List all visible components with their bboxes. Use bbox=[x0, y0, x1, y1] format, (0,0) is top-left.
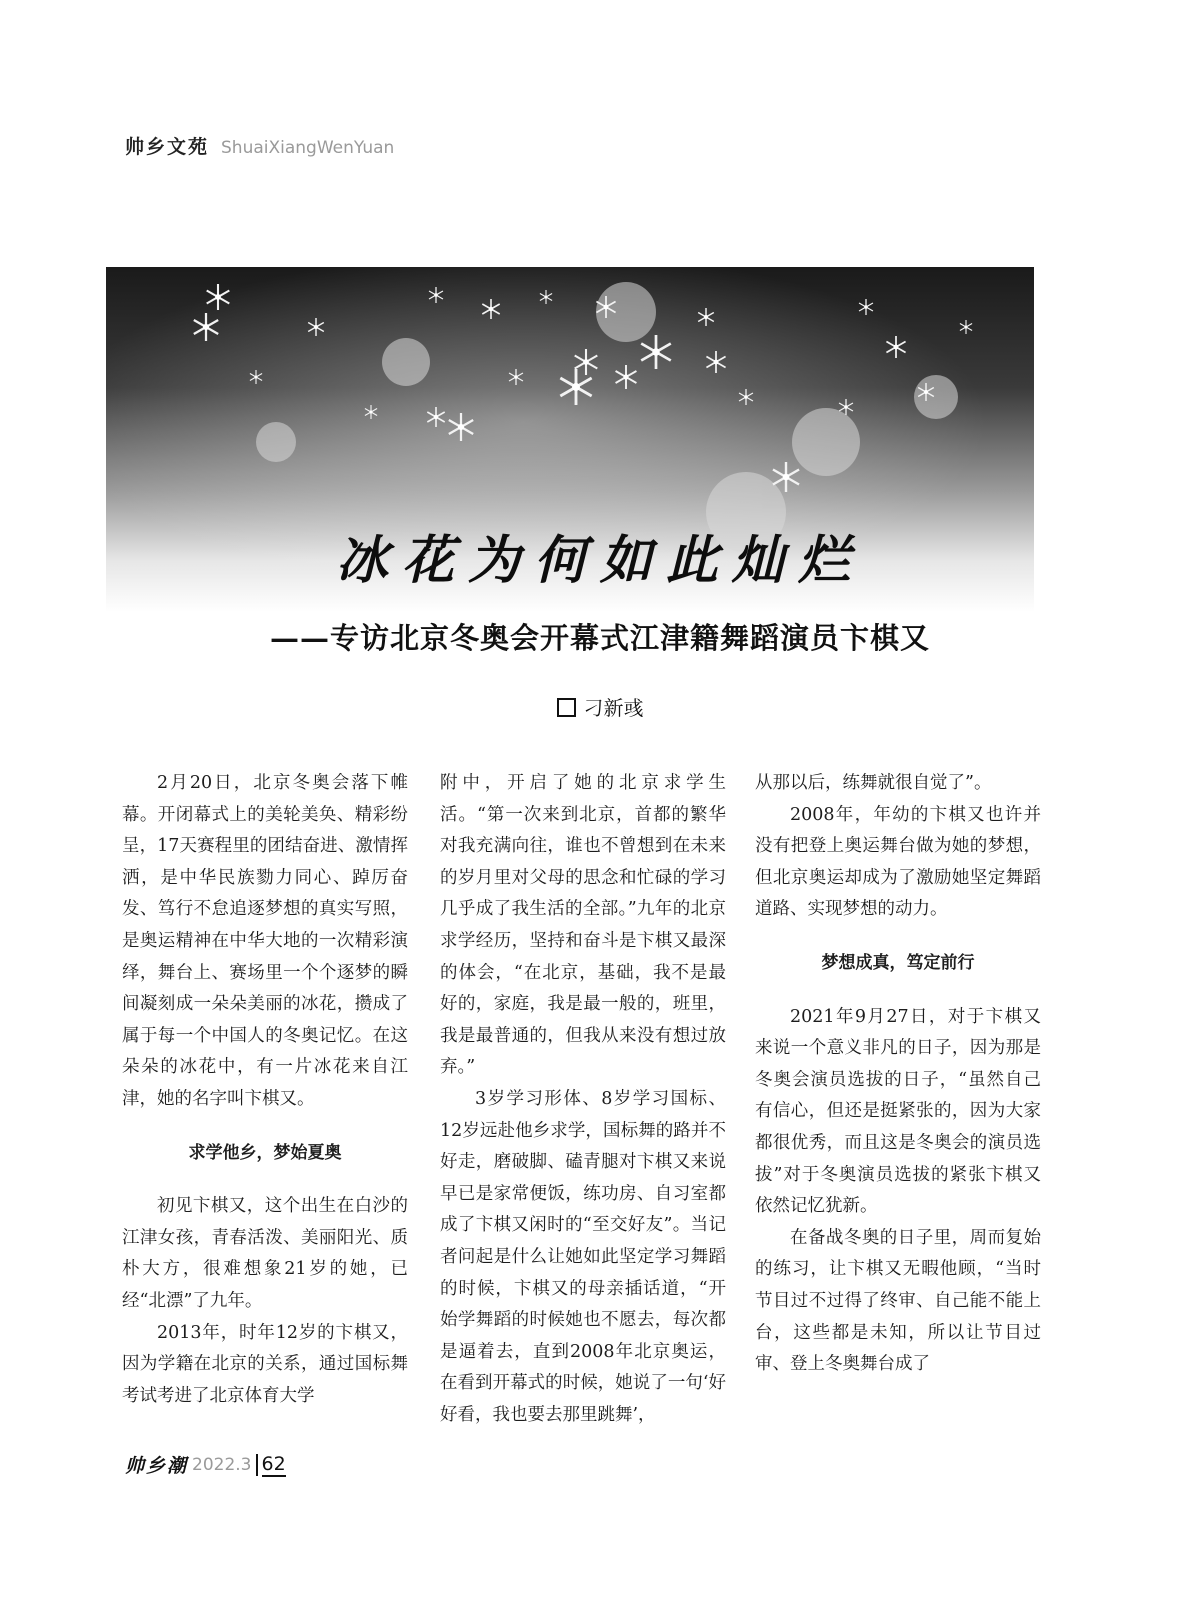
page-footer bbox=[125, 1451, 286, 1478]
author-name: 刁新彧 bbox=[583, 696, 644, 720]
paragraph: 2008年，年幼的卞棋又也许并没有把登上奥运舞台做为她的梦想，但北京奥运却成为了激励她坚定舞蹈道路、实现梦想的动力。 bbox=[755, 804, 1041, 920]
text-column-1 bbox=[122, 768, 408, 1412]
paragraph: 附中，开启了她的北京求学生活。“第一次来到北京，首都的繁华对我充满向往，谁也不曾想到在未来的岁月里对父母的思念和忙碌的学习几乎成了我生活的全部。”九年的北京求学经历，坚持和奋斗是卞棋又最深的体会，“在北京，基础，我不是最好的，家庭，我是最一般的，班里，我是最普通的，但我从来没有想过放弃。” bbox=[440, 773, 726, 1078]
paragraph: 3岁学习形体、8岁学习国标、12岁远赴他乡求学，国标舞的路并不好走，磨破脚、磕青腿对卞棋又来说早已是家常便饭，练功房、自习室都成了卞棋又闲时的“至交好友”。当记者问起是什么让她如此坚定学习舞蹈的时候，卞棋又的母亲插话道，“开始学舞蹈的时候她也不愿去，每次都是逼着去，直到2008年北京奥运，在看到开幕式的时候，她说了一句‘好好看，我也要去那里跳舞’， bbox=[440, 1088, 726, 1425]
issue-number: 2022.3 bbox=[192, 1454, 257, 1476]
byline bbox=[0, 692, 1200, 721]
paragraph: 2021年9月27日，对于卞棋又来说一个意义非凡的日子，因为那是冬奥会演员选拔的日子，“虽然自己有信心，但还是挺紧张的，因为大家都很优秀，而且这是冬奥会的演员选拔”对于冬奥演员选拔的紧张卞棋又依然记忆犹新。 bbox=[755, 1006, 1041, 1217]
section-heading: 梦想成真，笃定前行 bbox=[821, 952, 975, 973]
section-header bbox=[125, 132, 394, 159]
magazine-name: 帅乡潮 bbox=[125, 1455, 189, 1477]
column-pinyin: ShuaiXiangWenYuan bbox=[221, 138, 395, 158]
article-title: 冰花为何如此灿烂 bbox=[335, 530, 864, 591]
text-column-3 bbox=[755, 768, 1041, 1381]
paragraph: 在备战冬奥的日子里，周而复始的练习，让卞棋又无暇他顾，“当时节目过不过得了终审、自己能不能上台，这些都是未知，所以让节目过审、登上冬奥舞台成了 bbox=[755, 1227, 1041, 1375]
box-icon bbox=[557, 698, 576, 717]
paragraph: 2月20日，北京冬奥会落下帷幕。开闭幕式上的美轮美奂、精彩纷呈，17天赛程里的团结奋进、激情挥洒，是中华民族勠力同心、踔厉奋发、笃行不怠追逐梦想的真实写照，是奥运精神在中华大地的一次精彩演绎，舞台上、赛场里一个个逐梦的瞬间凝刻成一朵朵美丽的冰花，攒成了属于每一个中国人的冬奥记忆。在这朵朵的冰花中，有一片冰花来自江津，她的名字叫卞棋又。 bbox=[122, 773, 408, 1109]
column-name: 帅乡文苑 bbox=[125, 136, 210, 158]
paragraph: 从那以后，练舞就很自觉了”。 bbox=[755, 773, 992, 793]
paragraph: 2013年，时年12岁的卞棋又，因为学籍在北京的关系，通过国标舞考试考进了北京体育大学 bbox=[122, 1322, 408, 1406]
article-subtitle: ——专访北京冬奥会开幕式江津籍舞蹈演员卞棋又 bbox=[269, 621, 930, 655]
page-number: 62 bbox=[261, 1452, 286, 1475]
section-heading: 求学他乡，梦始夏奥 bbox=[188, 1142, 342, 1163]
text-column-2 bbox=[440, 768, 726, 1431]
paragraph: 初见卞棋又，这个出生在白沙的江津女孩，青春活泼、美丽阳光、质朴大方，很难想象21岁的她，已经“北漂”了九年。 bbox=[122, 1196, 408, 1311]
